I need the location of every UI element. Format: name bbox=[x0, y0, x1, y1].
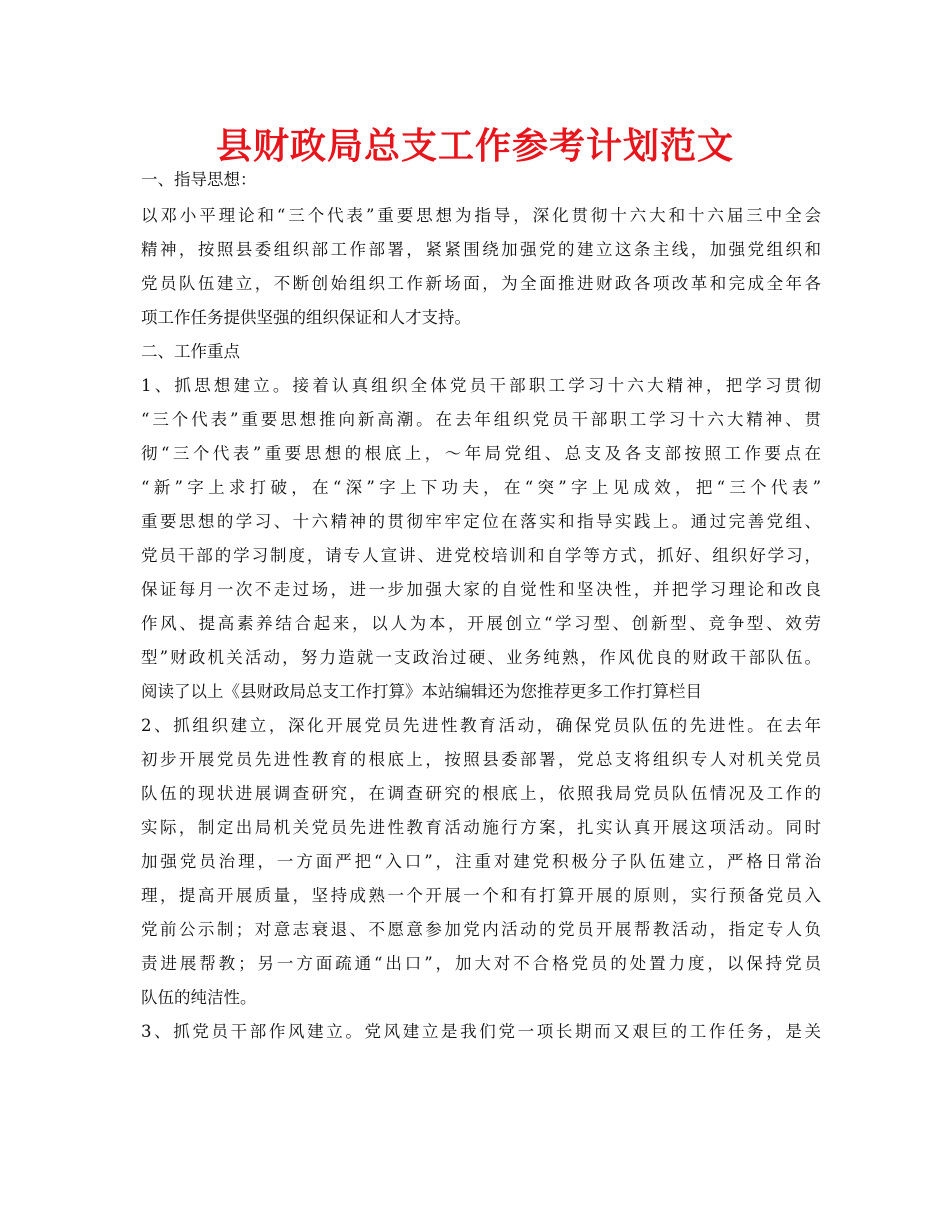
paragraph-line: 精神，按照县委组织部工作部署，紧紧围绕加强党的建立这条主线，加强党组织和 bbox=[141, 240, 821, 259]
paragraph-line: 党员队伍建立，不断创始组织工作新场面，为全面推进财政各项改革和完成全年各 bbox=[141, 274, 821, 293]
paragraph-line: 彻“三个代表”重要思想的根底上，～年局党组、总支及各支部按照工作要点在 bbox=[141, 444, 821, 463]
paragraph-line: 重要思想的学习、十六精神的贯彻牢牢定位在落实和指导实践上。通过完善党组、 bbox=[141, 512, 821, 531]
paragraph-line: 3、抓党员干部作风建立。党风建立是我们党一项长期而又艰巨的工作任务，是关 bbox=[141, 1022, 821, 1041]
paragraph-line: “三个代表”重要思想推向新高潮。在去年组织党员干部职工学习十六大精神、贯 bbox=[141, 410, 821, 429]
paragraph-line: “新”字上求打破，在“深”字上下功夫，在“突”字上见成效，把“三个代表” bbox=[141, 478, 821, 497]
section-heading-work-focus: 二、工作重点 bbox=[141, 342, 240, 361]
paragraph-line: 实际，制定出局机关党员先进性教育活动施行方案，扎实认真开展这项活动。同时 bbox=[141, 818, 821, 837]
paragraph-line: 党前公示制；对意志衰退、不愿意参加党内活动的党员开展帮教活动，指定专人负 bbox=[141, 920, 821, 939]
paragraph-line-end: 队伍的纯洁性。 bbox=[141, 988, 257, 1007]
paragraph-line: 1、抓思想建立。接着认真组织全体党员干部职工学习十六大精神，把学习贯彻 bbox=[141, 376, 821, 395]
paragraph-line: 初步开展党员先进性教育的根底上，按照县委部署，党总支将组织专人对机关党员 bbox=[141, 750, 821, 769]
document-title: 县财政局总支工作参考计划范文 bbox=[215, 125, 734, 167]
recommendation-line: 阅读了以上《县财政局总支工作打算》本站编辑还为您推荐更多工作打算栏目 bbox=[141, 682, 702, 701]
paragraph-line: 队伍的现状进展调查研究，在调查研究的根底上，依照我局党员队伍情况及工作的 bbox=[141, 784, 821, 803]
paragraph-line: 理，提高开展质量，坚持成熟一个开展一个和有打算开展的原则，实行预备党员入 bbox=[141, 886, 821, 905]
paragraph-line: 加强党员治理，一方面严把“入口”，注重对建党积极分子队伍建立，严格日常治 bbox=[141, 852, 821, 871]
paragraph-line: 保证每月一次不走过场，进一步加强大家的自觉性和坚决性，并把学习理论和改良 bbox=[141, 580, 821, 599]
document-body bbox=[141, 166, 821, 1049]
paragraph-line: 2、抓组织建立，深化开展党员先进性教育活动，确保党员队伍的先进性。在去年 bbox=[141, 716, 821, 735]
paragraph-line-end: 项工作任务提供坚强的组织保证和人才支持。 bbox=[141, 308, 471, 327]
paragraph-line: 型”财政机关活动，努力造就一支政治过硬、业务纯熟，作风优良的财政干部队伍。 bbox=[141, 648, 821, 667]
section-heading-guiding-ideology: 一、指导思想： bbox=[141, 170, 257, 189]
paragraph-line: 以邓小平理论和“三个代表”重要思想为指导，深化贯彻十六大和十六届三中全会 bbox=[141, 206, 821, 225]
paragraph-line: 作风、提高素养结合起来，以人为本，开展创立“学习型、创新型、竞争型、效劳 bbox=[141, 614, 821, 633]
paragraph-line: 党员干部的学习制度，请专人宣讲、进党校培训和自学等方式，抓好、组织好学习， bbox=[141, 546, 821, 565]
paragraph-line: 责进展帮教；另一方面疏通“出口”，加大对不合格党员的处置力度，以保持党员 bbox=[141, 954, 821, 973]
